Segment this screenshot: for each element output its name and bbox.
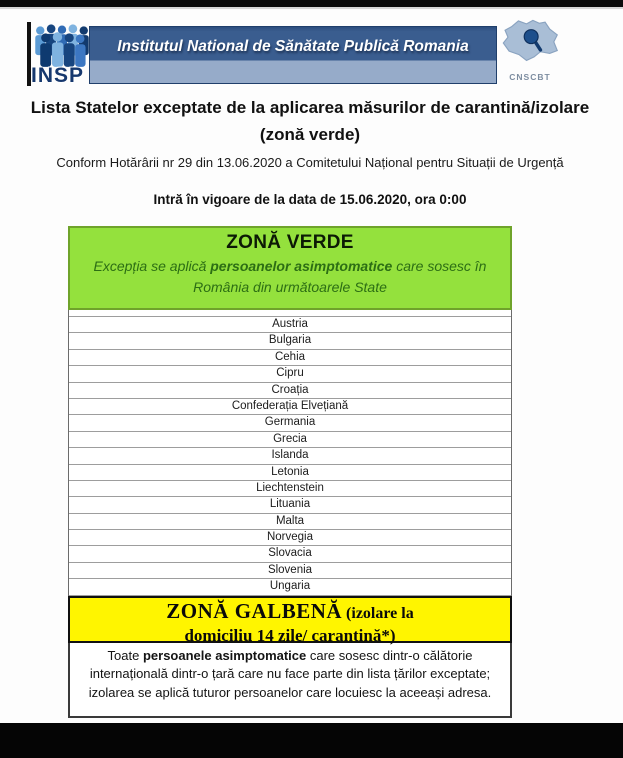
table-row: Austria — [69, 317, 511, 333]
green-desc-post: care sosesc în România din următoarele State — [193, 258, 487, 295]
table-row: Norvegia — [69, 530, 511, 546]
table-row: Croația — [69, 383, 511, 399]
yellow-zone-header — [68, 596, 512, 643]
table-row: Letonia — [69, 465, 511, 481]
effective-date: Intră în vigoare de la data de 15.06.2020, ora 0:00 — [153, 192, 467, 207]
insp-logo — [27, 20, 91, 88]
page-title — [10, 94, 610, 148]
yellow-title-paren: (izolare la — [342, 604, 414, 622]
table-row: Ungaria — [69, 579, 511, 595]
zone-table — [68, 226, 512, 718]
table-row: Cipru — [69, 366, 511, 382]
institution-banner-title: Institutul National de Sănătate Publică Romania — [117, 38, 469, 55]
country-list — [68, 310, 512, 596]
yellow-zone-note — [68, 643, 512, 718]
institution-banner — [89, 26, 497, 84]
insp-wordmark: INSP — [31, 64, 85, 87]
note-pre: Toate — [107, 647, 143, 663]
green-zone-title: ZONĂ VERDE — [226, 232, 354, 253]
green-zone-header — [68, 226, 512, 310]
table-row: Bulgaria — [69, 333, 511, 349]
table-row: Lituania — [69, 497, 511, 513]
cnscbt-wordmark: CNSCBT — [509, 72, 551, 82]
green-desc-bold: persoanelor asimptomatice — [210, 258, 393, 274]
yellow-title-main: ZONĂ GALBENĂ — [166, 598, 343, 623]
table-row: Slovenia — [69, 563, 511, 579]
table-row: Islanda — [69, 448, 511, 464]
yellow-zone-title — [70, 599, 510, 626]
spacer-row — [69, 310, 511, 317]
green-desc-pre: Excepția se aplică — [93, 258, 211, 274]
note-bold: persoanele asimptomatice — [142, 647, 307, 663]
page-title-line1: Lista Statelor exceptate de la aplicarea măsurilor de carantină/izolare — [30, 98, 590, 117]
table-row: Cehia — [69, 350, 511, 366]
cnscbt-logo — [497, 15, 563, 85]
bottom-black-bar — [0, 723, 623, 758]
page-title-line2: (zonă verde) — [259, 125, 361, 144]
top-black-bar — [0, 0, 623, 9]
table-row: Grecia — [69, 432, 511, 448]
table-row: Germania — [69, 415, 511, 431]
decision-reference: Conform Hotărârii nr 29 din 13.06.2020 a Comitetului Național pentru Situații de Urgență — [56, 155, 564, 170]
people-group-icon — [33, 22, 91, 70]
table-row: Liechtenstein — [69, 481, 511, 497]
country-rows — [69, 317, 511, 596]
green-zone-description — [88, 256, 492, 298]
romania-map-icon — [501, 15, 559, 71]
table-row: Slovacia — [69, 546, 511, 562]
yellow-zone-title-line2: domiciliu 14 zile/ carantină*) — [184, 625, 396, 645]
note-post: care sosesc dintr-o călătorie internațională dintr-o țară care nu face parte din lista țărilor exceptate; izolarea se aplică tuturor persoanelor care locuiesc la aceeași adresa. — [88, 647, 492, 700]
table-row: Malta — [69, 514, 511, 530]
table-row: Confederația Elvețiană — [69, 399, 511, 415]
